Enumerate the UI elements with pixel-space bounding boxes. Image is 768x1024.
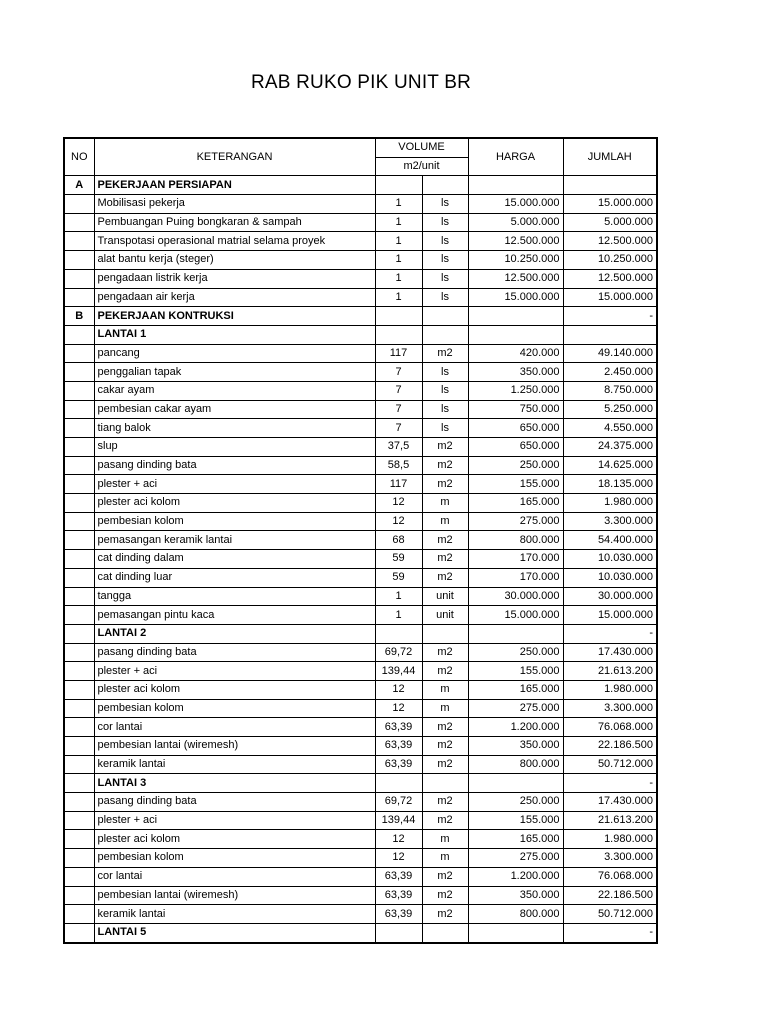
cell-jumlah: 15.000.000	[563, 606, 657, 625]
cell-jumlah: 2.450.000	[563, 363, 657, 382]
cell-volume: 1	[375, 213, 422, 232]
cell-harga: 12.500.000	[468, 269, 563, 288]
header-volume: VOLUME	[375, 138, 468, 157]
cell-harga: 155.000	[468, 475, 563, 494]
cell-harga	[468, 325, 563, 344]
cell-satuan: m2	[422, 793, 468, 812]
cell-jumlah: 10.250.000	[563, 251, 657, 270]
cell-volume: 7	[375, 381, 422, 400]
cell-no	[64, 755, 94, 774]
cell-satuan: m2	[422, 531, 468, 550]
cell-jumlah: 49.140.000	[563, 344, 657, 363]
cell-no	[64, 849, 94, 868]
cell-jumlah: 8.750.000	[563, 381, 657, 400]
cell-volume: 12	[375, 830, 422, 849]
cell-no	[64, 923, 94, 942]
cell-harga: 250.000	[468, 643, 563, 662]
cell-keterangan: Pembuangan Puing bongkaran & sampah	[94, 213, 375, 232]
cell-volume: 37,5	[375, 438, 422, 457]
cell-no	[64, 718, 94, 737]
table-row	[64, 176, 657, 195]
cell-harga	[468, 624, 563, 643]
cell-no	[64, 680, 94, 699]
table-row	[64, 587, 657, 606]
cell-satuan	[422, 774, 468, 793]
table-row	[64, 232, 657, 251]
cell-harga	[468, 176, 563, 195]
cell-no	[64, 811, 94, 830]
cell-keterangan: plester + aci	[94, 662, 375, 681]
cell-satuan: m2	[422, 475, 468, 494]
cell-no: A	[64, 176, 94, 195]
cell-volume: 69,72	[375, 643, 422, 662]
cell-satuan: m	[422, 512, 468, 531]
header-volume-unit: m2/unit	[375, 157, 468, 176]
cell-volume: 12	[375, 512, 422, 531]
cell-keterangan: pasang dinding bata	[94, 793, 375, 812]
cell-satuan: m2	[422, 737, 468, 756]
cell-harga: 15.000.000	[468, 288, 563, 307]
cell-harga: 165.000	[468, 680, 563, 699]
cell-jumlah: 5.250.000	[563, 400, 657, 419]
cell-harga: 350.000	[468, 886, 563, 905]
cell-volume: 12	[375, 699, 422, 718]
cell-jumlah: 14.625.000	[563, 456, 657, 475]
cell-no	[64, 867, 94, 886]
cell-jumlah: 5.000.000	[563, 213, 657, 232]
table-row	[64, 643, 657, 662]
table-row	[64, 718, 657, 737]
cell-jumlah: 10.030.000	[563, 568, 657, 587]
cell-harga: 1.200.000	[468, 867, 563, 886]
cell-volume: 63,39	[375, 886, 422, 905]
table-row	[64, 755, 657, 774]
table-row	[64, 325, 657, 344]
cell-volume: 1	[375, 251, 422, 270]
cell-jumlah: -	[563, 774, 657, 793]
cell-jumlah: 24.375.000	[563, 438, 657, 457]
table-row	[64, 512, 657, 531]
cell-keterangan: PEKERJAAN PERSIAPAN	[94, 176, 375, 195]
cell-harga: 165.000	[468, 494, 563, 513]
cell-no	[64, 550, 94, 569]
cell-satuan	[422, 624, 468, 643]
cell-keterangan: pembesian kolom	[94, 512, 375, 531]
cell-harga: 350.000	[468, 363, 563, 382]
cell-jumlah: 22.186.500	[563, 737, 657, 756]
header-harga: HARGA	[468, 138, 563, 176]
cell-jumlah: 22.186.500	[563, 886, 657, 905]
cell-satuan: m2	[422, 550, 468, 569]
table-row	[64, 774, 657, 793]
cell-jumlah: 17.430.000	[563, 793, 657, 812]
cell-jumlah: -	[563, 307, 657, 326]
cell-harga: 800.000	[468, 531, 563, 550]
table-row	[64, 475, 657, 494]
table-row	[64, 251, 657, 270]
table-row	[64, 830, 657, 849]
cell-jumlah: 50.712.000	[563, 755, 657, 774]
cell-satuan: ls	[422, 213, 468, 232]
cell-jumlah: 10.030.000	[563, 550, 657, 569]
cell-satuan: unit	[422, 606, 468, 625]
cell-no	[64, 400, 94, 419]
cell-keterangan: plester aci kolom	[94, 680, 375, 699]
table-row	[64, 606, 657, 625]
document-title: RAB RUKO PIK UNIT BR	[250, 72, 472, 93]
cell-volume: 63,39	[375, 737, 422, 756]
cell-no	[64, 288, 94, 307]
cell-harga: 1.250.000	[468, 381, 563, 400]
cell-keterangan: plester + aci	[94, 811, 375, 830]
cell-jumlah: 1.980.000	[563, 830, 657, 849]
cell-keterangan: keramik lantai	[94, 755, 375, 774]
cell-no	[64, 905, 94, 924]
cell-volume: 1	[375, 288, 422, 307]
cell-no	[64, 269, 94, 288]
cell-jumlah: 1.980.000	[563, 494, 657, 513]
cell-keterangan: cat dinding luar	[94, 568, 375, 587]
cell-volume	[375, 923, 422, 942]
cell-keterangan: penggalian tapak	[94, 363, 375, 382]
table-row	[64, 905, 657, 924]
table-row	[64, 867, 657, 886]
cell-satuan: m2	[422, 643, 468, 662]
header-row	[64, 138, 657, 157]
cell-satuan: unit	[422, 587, 468, 606]
cell-keterangan: tiang balok	[94, 419, 375, 438]
cell-no	[64, 587, 94, 606]
cell-satuan: m	[422, 849, 468, 868]
cell-satuan: ls	[422, 400, 468, 419]
cell-jumlah: 3.300.000	[563, 699, 657, 718]
table-row	[64, 494, 657, 513]
cell-harga: 800.000	[468, 905, 563, 924]
cell-harga: 155.000	[468, 811, 563, 830]
cell-harga: 1.200.000	[468, 718, 563, 737]
cell-no	[64, 475, 94, 494]
cell-satuan: m	[422, 680, 468, 699]
cell-no	[64, 251, 94, 270]
table-row	[64, 438, 657, 457]
cell-volume: 59	[375, 568, 422, 587]
cell-volume: 12	[375, 680, 422, 699]
cell-harga: 275.000	[468, 849, 563, 868]
cell-jumlah: 21.613.200	[563, 811, 657, 830]
cell-satuan	[422, 307, 468, 326]
cell-keterangan: cakar ayam	[94, 381, 375, 400]
cell-satuan	[422, 923, 468, 942]
cell-harga: 5.000.000	[468, 213, 563, 232]
cell-jumlah: -	[563, 624, 657, 643]
cell-keterangan: cat dinding dalam	[94, 550, 375, 569]
table-row	[64, 680, 657, 699]
header-jumlah: JUMLAH	[563, 138, 657, 176]
cell-jumlah: -	[563, 923, 657, 942]
cell-harga: 275.000	[468, 699, 563, 718]
cell-harga: 650.000	[468, 438, 563, 457]
cell-keterangan: pembesian cakar ayam	[94, 400, 375, 419]
cell-harga: 10.250.000	[468, 251, 563, 270]
cell-keterangan: Mobilisasi pekerja	[94, 195, 375, 214]
header-no: NO	[64, 138, 94, 176]
cell-jumlah: 3.300.000	[563, 512, 657, 531]
cell-jumlah: 21.613.200	[563, 662, 657, 681]
cell-harga: 30.000.000	[468, 587, 563, 606]
cell-satuan	[422, 176, 468, 195]
cell-jumlah: 3.300.000	[563, 849, 657, 868]
cell-jumlah: 76.068.000	[563, 718, 657, 737]
cell-volume: 117	[375, 475, 422, 494]
cell-harga	[468, 774, 563, 793]
cell-keterangan: pancang	[94, 344, 375, 363]
cell-satuan: m2	[422, 811, 468, 830]
cell-satuan: m2	[422, 456, 468, 475]
cell-keterangan: pengadaan listrik kerja	[94, 269, 375, 288]
cell-keterangan: LANTAI 3	[94, 774, 375, 793]
cell-keterangan: tangga	[94, 587, 375, 606]
table-row	[64, 699, 657, 718]
cell-volume: 12	[375, 494, 422, 513]
cell-volume: 1	[375, 269, 422, 288]
rab-table	[63, 137, 658, 944]
cell-no	[64, 438, 94, 457]
cell-jumlah: 15.000.000	[563, 195, 657, 214]
cell-keterangan: Transpotasi operasional matrial selama proyek	[94, 232, 375, 251]
cell-volume: 1	[375, 606, 422, 625]
cell-jumlah: 12.500.000	[563, 269, 657, 288]
table-row	[64, 662, 657, 681]
table-row	[64, 793, 657, 812]
cell-satuan: m2	[422, 438, 468, 457]
cell-no	[64, 512, 94, 531]
cell-keterangan: pemasangan keramik lantai	[94, 531, 375, 550]
cell-volume: 12	[375, 849, 422, 868]
cell-no	[64, 737, 94, 756]
cell-volume: 63,39	[375, 755, 422, 774]
cell-satuan: ls	[422, 381, 468, 400]
cell-no	[64, 624, 94, 643]
cell-harga: 275.000	[468, 512, 563, 531]
cell-harga: 170.000	[468, 568, 563, 587]
cell-no	[64, 662, 94, 681]
cell-volume: 7	[375, 363, 422, 382]
cell-volume: 1	[375, 232, 422, 251]
cell-satuan: ls	[422, 363, 468, 382]
cell-keterangan: LANTAI 1	[94, 325, 375, 344]
cell-satuan: m	[422, 830, 468, 849]
cell-no: B	[64, 307, 94, 326]
table-row	[64, 288, 657, 307]
cell-jumlah: 76.068.000	[563, 867, 657, 886]
table-row	[64, 195, 657, 214]
table-row	[64, 568, 657, 587]
table-row	[64, 344, 657, 363]
cell-harga: 155.000	[468, 662, 563, 681]
cell-harga: 15.000.000	[468, 195, 563, 214]
cell-keterangan: LANTAI 5	[94, 923, 375, 942]
cell-jumlah	[563, 325, 657, 344]
cell-satuan: m2	[422, 662, 468, 681]
cell-satuan: ls	[422, 251, 468, 270]
table-row	[64, 381, 657, 400]
cell-keterangan: plester + aci	[94, 475, 375, 494]
cell-no	[64, 606, 94, 625]
cell-satuan: ls	[422, 232, 468, 251]
cell-harga: 420.000	[468, 344, 563, 363]
cell-volume: 139,44	[375, 662, 422, 681]
cell-keterangan: alat bantu kerja (steger)	[94, 251, 375, 270]
cell-keterangan: pengadaan air kerja	[94, 288, 375, 307]
cell-volume: 58,5	[375, 456, 422, 475]
cell-volume	[375, 307, 422, 326]
table-row	[64, 849, 657, 868]
cell-harga: 170.000	[468, 550, 563, 569]
cell-keterangan: cor lantai	[94, 867, 375, 886]
cell-satuan: m2	[422, 344, 468, 363]
cell-harga: 250.000	[468, 456, 563, 475]
table-row	[64, 550, 657, 569]
cell-harga: 350.000	[468, 737, 563, 756]
cell-harga: 800.000	[468, 755, 563, 774]
cell-jumlah: 50.712.000	[563, 905, 657, 924]
cell-no	[64, 419, 94, 438]
cell-harga	[468, 923, 563, 942]
cell-keterangan: pembesian lantai (wiremesh)	[94, 737, 375, 756]
cell-volume	[375, 325, 422, 344]
cell-no	[64, 456, 94, 475]
cell-satuan: m2	[422, 568, 468, 587]
cell-satuan: ls	[422, 195, 468, 214]
cell-no	[64, 344, 94, 363]
cell-jumlah: 18.135.000	[563, 475, 657, 494]
cell-no	[64, 381, 94, 400]
cell-volume: 69,72	[375, 793, 422, 812]
cell-satuan: m	[422, 699, 468, 718]
cell-no	[64, 830, 94, 849]
table-row	[64, 269, 657, 288]
cell-jumlah: 30.000.000	[563, 587, 657, 606]
cell-satuan	[422, 325, 468, 344]
cell-volume: 1	[375, 587, 422, 606]
cell-satuan: m2	[422, 867, 468, 886]
cell-keterangan: pembesian lantai (wiremesh)	[94, 886, 375, 905]
cell-volume: 1	[375, 195, 422, 214]
table-row	[64, 531, 657, 550]
cell-no	[64, 195, 94, 214]
cell-no	[64, 325, 94, 344]
cell-volume: 63,39	[375, 867, 422, 886]
cell-satuan: m2	[422, 755, 468, 774]
cell-keterangan: pasang dinding bata	[94, 456, 375, 475]
cell-volume: 7	[375, 419, 422, 438]
cell-volume	[375, 176, 422, 195]
cell-keterangan: pembesian kolom	[94, 849, 375, 868]
cell-satuan: m2	[422, 886, 468, 905]
table-row	[64, 400, 657, 419]
cell-satuan: ls	[422, 288, 468, 307]
table-row	[64, 307, 657, 326]
cell-keterangan: LANTAI 2	[94, 624, 375, 643]
cell-volume: 117	[375, 344, 422, 363]
cell-keterangan: pembesian kolom	[94, 699, 375, 718]
cell-jumlah: 1.980.000	[563, 680, 657, 699]
cell-satuan: m	[422, 494, 468, 513]
cell-harga	[468, 307, 563, 326]
cell-keterangan: pasang dinding bata	[94, 643, 375, 662]
header-keterangan: KETERANGAN	[94, 138, 375, 176]
cell-keterangan: plester aci kolom	[94, 494, 375, 513]
cell-no	[64, 793, 94, 812]
cell-no	[64, 531, 94, 550]
cell-volume: 68	[375, 531, 422, 550]
table-row	[64, 624, 657, 643]
cell-jumlah	[563, 176, 657, 195]
cell-jumlah: 12.500.000	[563, 232, 657, 251]
cell-jumlah: 54.400.000	[563, 531, 657, 550]
cell-satuan: m2	[422, 905, 468, 924]
cell-satuan: ls	[422, 269, 468, 288]
cell-volume: 63,39	[375, 905, 422, 924]
cell-keterangan: cor lantai	[94, 718, 375, 737]
table-row	[64, 419, 657, 438]
cell-jumlah: 15.000.000	[563, 288, 657, 307]
cell-keterangan: PEKERJAAN KONTRUKSI	[94, 307, 375, 326]
cell-no	[64, 213, 94, 232]
cell-jumlah: 4.550.000	[563, 419, 657, 438]
table-row	[64, 363, 657, 382]
cell-no	[64, 232, 94, 251]
cell-harga: 750.000	[468, 400, 563, 419]
cell-harga: 165.000	[468, 830, 563, 849]
table-row	[64, 811, 657, 830]
table-row	[64, 886, 657, 905]
cell-volume	[375, 774, 422, 793]
cell-no	[64, 363, 94, 382]
cell-no	[64, 568, 94, 587]
cell-harga: 12.500.000	[468, 232, 563, 251]
cell-no	[64, 699, 94, 718]
cell-harga: 650.000	[468, 419, 563, 438]
cell-volume: 59	[375, 550, 422, 569]
cell-volume: 139,44	[375, 811, 422, 830]
cell-keterangan: plester aci kolom	[94, 830, 375, 849]
cell-harga: 15.000.000	[468, 606, 563, 625]
cell-harga: 250.000	[468, 793, 563, 812]
cell-volume: 63,39	[375, 718, 422, 737]
cell-volume: 7	[375, 400, 422, 419]
cell-keterangan: pemasangan pintu kaca	[94, 606, 375, 625]
cell-no	[64, 494, 94, 513]
cell-no	[64, 774, 94, 793]
cell-no	[64, 643, 94, 662]
table-row	[64, 923, 657, 942]
cell-jumlah: 17.430.000	[563, 643, 657, 662]
cell-keterangan: slup	[94, 438, 375, 457]
table-row	[64, 737, 657, 756]
cell-no	[64, 886, 94, 905]
cell-satuan: ls	[422, 419, 468, 438]
table-row	[64, 213, 657, 232]
cell-volume	[375, 624, 422, 643]
cell-keterangan: keramik lantai	[94, 905, 375, 924]
cell-satuan: m2	[422, 718, 468, 737]
table-row	[64, 456, 657, 475]
